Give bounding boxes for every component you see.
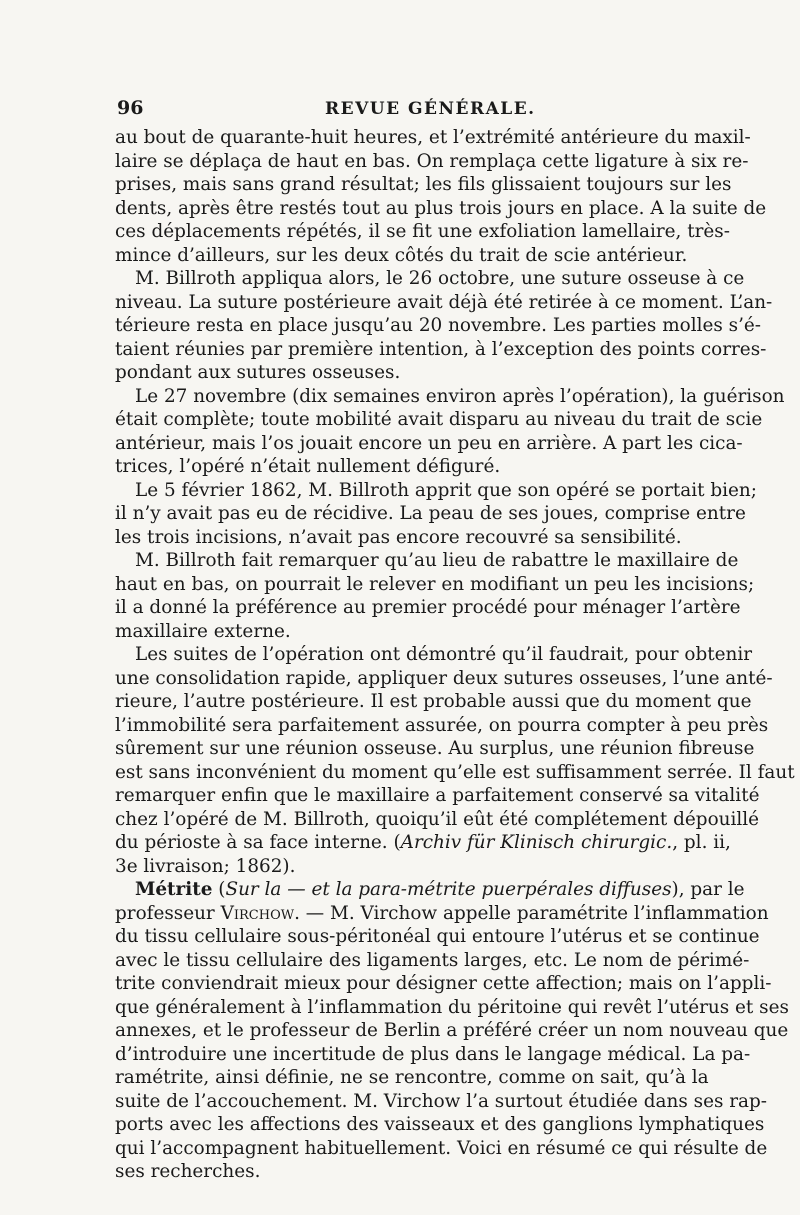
text-line: Métrite (Sur la — et la para-métrite puerpérales diffuses), par le (135, 879, 745, 900)
text-line: taient réunies par première intention, à l’exception des points corres- (115, 338, 767, 360)
running-title: REVUE GÉNÉRALE. (325, 99, 536, 119)
text-line: qui l’accompagnent habituellement. Voici en résumé ce qui résulte de (115, 1137, 768, 1159)
text-line: trite conviendrait mieux pour désigner cette affection; mais on l’appli- (115, 973, 772, 994)
text-line: trices, l’opéré n’était nullement défiguré. (115, 456, 501, 477)
text-line: que généralement à l’inflammation du péritoine qui revêt l’utérus et ses (115, 996, 789, 1018)
text-line: niveau. La suture postérieure avait déjà été retirée à ce moment. L’an- (115, 291, 773, 313)
text-line: au bout de quarante-huit heures, et l’extrémité antérieure du maxil- (115, 127, 751, 148)
text-line: remarquer enfin que le maxillaire a parfaitement conservé sa vitalité (115, 785, 760, 806)
text-line: 3e livraison; 1862). (115, 855, 296, 877)
text-line: avec le tissu cellulaire des ligaments larges, etc. Le nom de périmé- (115, 949, 750, 971)
section-heading: Métrite (135, 879, 213, 900)
text-line: une consolidation rapide, appliquer deux sutures osseuses, l’une anté- (115, 667, 773, 689)
text-line: antérieur, mais l’os jouait encore un peu en arrière. A part les cica- (115, 432, 743, 454)
text-line: ports avec les affections des vaisseaux et des ganglions lymphatiques (115, 1114, 765, 1135)
text-line: ses recherches. (115, 1161, 261, 1182)
text-line: d’introduire une incertitude de plus dans le langage médical. La pa- (115, 1043, 751, 1065)
text-line: rieure, l’autre postérieure. Il est probable aussi que du moment que (115, 691, 752, 712)
text-line: prises, mais sans grand résultat; les fils glissaient toujours sur les (115, 174, 732, 195)
text-line: pondant aux sutures osseuses. (115, 362, 401, 383)
text-line: suite de l’accouchement. M. Virchow l’a surtout étudiée dans ses rap- (115, 1090, 767, 1112)
text-line: annexes, et le professeur de Berlin a préféré créer un nom nouveau que (115, 1020, 789, 1041)
text-line: Le 27 novembre (dix semaines environ après l’opération), la guérison (135, 385, 785, 407)
author-name: Virchow (220, 902, 295, 924)
text-line: du tissu cellulaire sous-péritonéal qui entoure l’utérus et se continue (115, 926, 760, 947)
page-number: 96 (117, 97, 144, 119)
text-line: professeur Virchow. — M. Virchow appelle paramétrite l’inflammation (115, 902, 769, 924)
body-text (115, 126, 795, 1184)
text-line: maxillaire externe. (115, 620, 291, 642)
text-line: M. Billroth appliqua alors, le 26 octobre, une suture osseuse à ce (135, 268, 745, 289)
text-line: l’immobilité sera parfaitement assurée, on pourra compter à peu près (115, 714, 769, 736)
text-line: les trois incisions, n’avait pas encore recouvré sa sensibilité. (115, 526, 682, 548)
text-line: Le 5 février 1862, M. Billroth apprit que son opéré se portait bien; (135, 479, 757, 501)
section-subtitle: Sur la — et la para-métrite puerpérales diffuses (225, 879, 672, 900)
text-line: est sans inconvénient du moment qu’elle est suffisamment serrée. Il faut (115, 761, 795, 783)
text-line: ces déplacements répétés, il se fit une exfoliation lamellaire, très- (115, 221, 730, 242)
text-line: térieure resta en place jusqu’au 20 novembre. Les parties molles s’é- (115, 315, 762, 336)
text-line: ramétrite, ainsi définie, ne se rencontre, comme on sait, qu’à la (115, 1067, 709, 1088)
text-line: sûrement sur une réunion osseuse. Au surplus, une réunion fibreuse (115, 738, 755, 759)
text-line: était complète; toute mobilité avait disparu au niveau du trait de scie (115, 409, 763, 430)
text-line: il n’y avait pas eu de récidive. La peau de ses joues, comprise entre (115, 503, 746, 524)
text-line: mince d’ailleurs, sur les deux côtés du trait de scie antérieur. (115, 244, 688, 266)
text-line: M. Billroth fait remarquer qu’au lieu de rabattre le maxillaire de (135, 550, 739, 571)
page-header (115, 97, 685, 121)
text-line: du périoste à sa face interne. (Archiv für Klinisch chirurgic., pl. ii, (115, 832, 731, 853)
text-line: haut en bas, on pourrait le relever en modifiant un peu les incisions; (115, 573, 755, 595)
text-line: Les suites de l’opération ont démontré qu’il faudrait, pour obtenir (135, 644, 753, 665)
citation-title: Archiv für Klinisch chirurgic. (400, 832, 673, 853)
text-line: laire se déplaça de haut en bas. On remplaça cette ligature à six re- (115, 150, 749, 172)
text-line: chez l’opéré de M. Billroth, quoiqu’il eût été complétement dépouillé (115, 808, 760, 830)
text-line: dents, après être restés tout au plus trois jours en place. A la suite de (115, 197, 767, 219)
text-line: il a donné la préférence au premier procédé pour ménager l’artère (115, 597, 741, 618)
